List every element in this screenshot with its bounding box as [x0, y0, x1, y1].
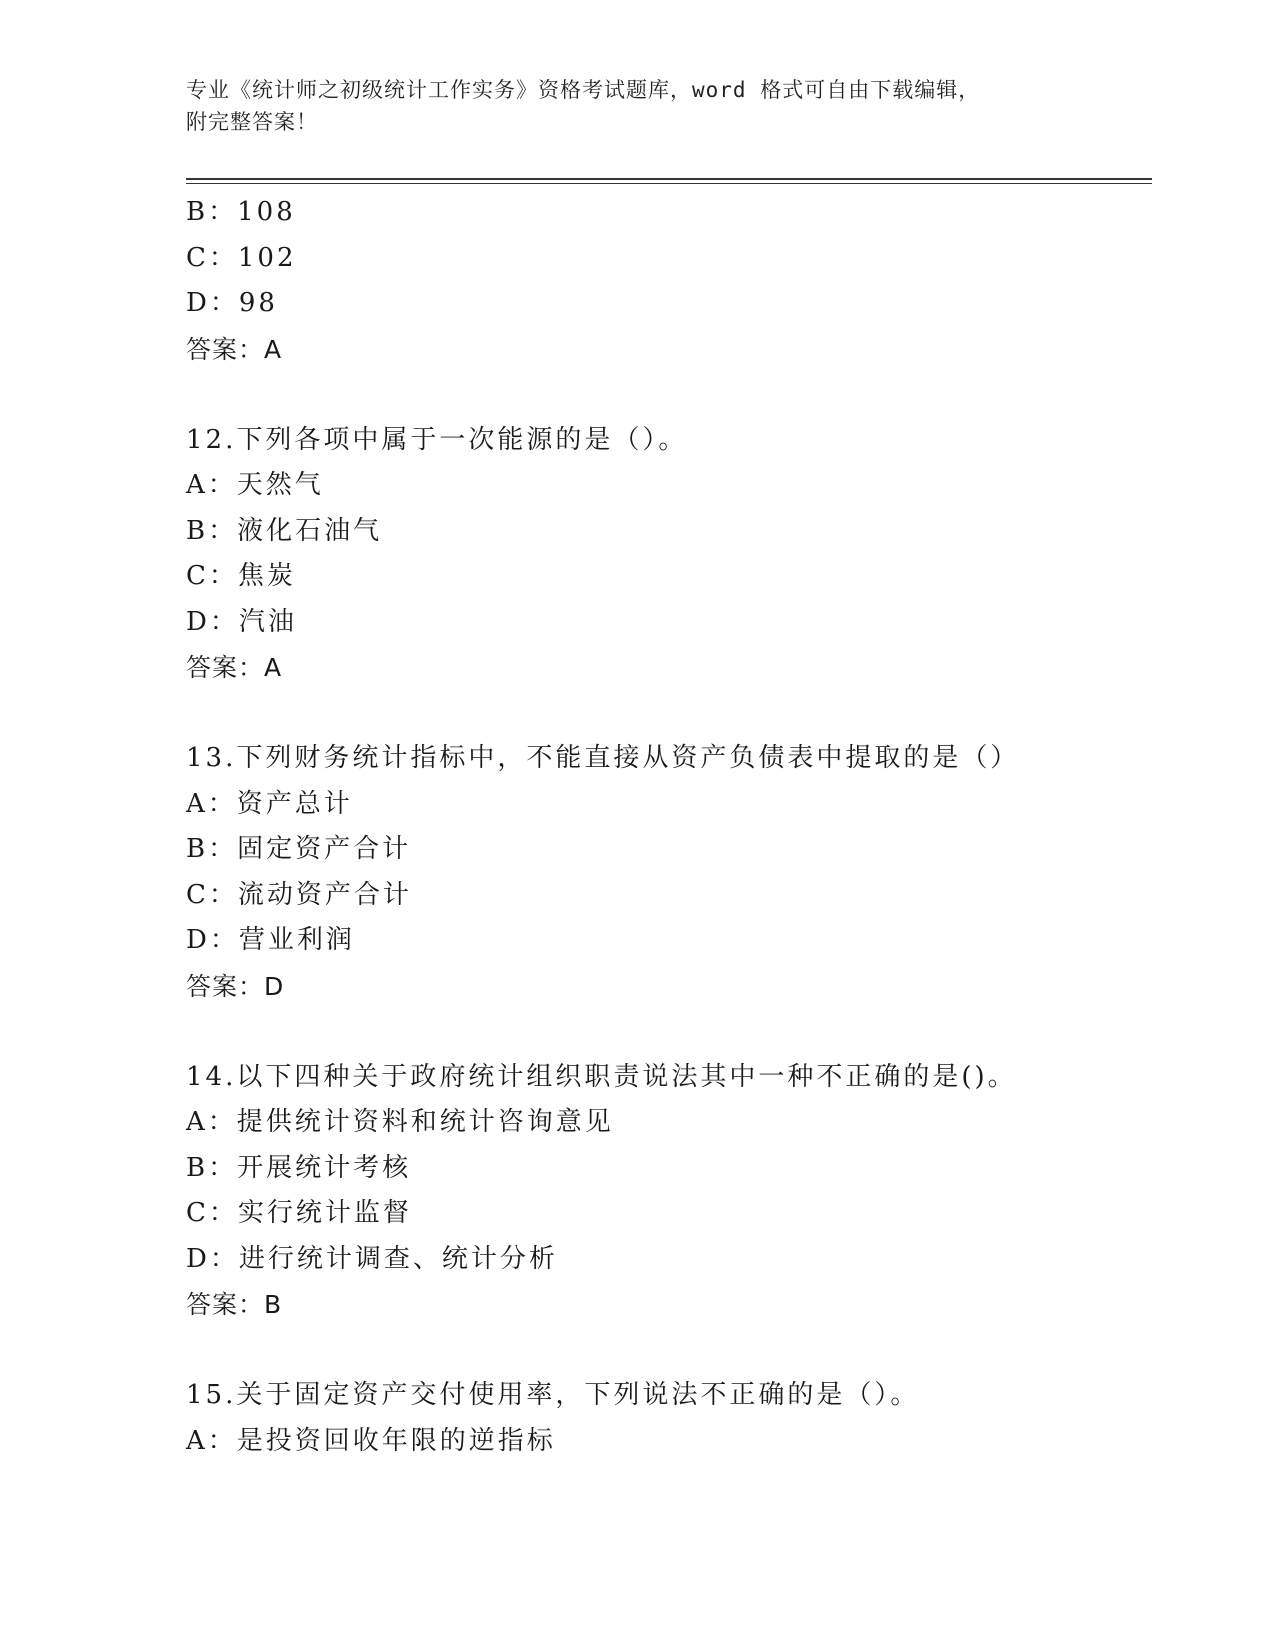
option-c: C：流动资产合计 — [186, 879, 412, 910]
option-d: D：98 — [186, 288, 278, 318]
previous-question-tail — [186, 190, 1152, 372]
option-c: C：102 — [186, 242, 297, 273]
spacer — [186, 691, 1152, 737]
header-divider-thick — [186, 178, 1152, 180]
option-d: D：营业利润 — [186, 925, 355, 955]
question-stem: 15.关于固定资产交付使用率，下列说法不正确的是（）。 — [186, 1380, 920, 1410]
option-c: C：实行统计监督 — [186, 1198, 412, 1228]
option-c: C：焦炭 — [186, 561, 296, 591]
option-b: B：固定资产合计 — [186, 834, 412, 864]
question-content — [186, 190, 1152, 1464]
header-line-2: 附完整答案！ — [186, 110, 318, 134]
option-a: A：天然气 — [186, 470, 324, 500]
option-b: B：开展统计考核 — [186, 1152, 412, 1183]
option-b: B：液化石油气 — [186, 515, 383, 546]
spacer — [186, 1328, 1152, 1374]
question-13 — [186, 736, 1152, 1009]
question-stem: 14.以下四种关于政府统计组织职责说法其中一种不正确的是()。 — [186, 1061, 1017, 1092]
answer: 答案：B — [186, 1290, 283, 1319]
question-12 — [186, 418, 1152, 691]
question-15 — [186, 1373, 1152, 1464]
header-line-1: 专业《统计师之初级统计工作实务》资格考试题库，word 格式可自由下载编辑， — [186, 78, 981, 102]
spacer — [186, 1009, 1152, 1055]
question-14 — [186, 1055, 1152, 1328]
option-a: A：提供统计资料和统计咨询意见 — [186, 1107, 614, 1137]
spacer — [186, 372, 1152, 418]
option-b: B：108 — [186, 197, 296, 227]
document-header — [186, 74, 1086, 138]
answer: 答案：A — [186, 334, 283, 364]
header-divider-thin — [186, 183, 1152, 184]
answer: 答案：D — [186, 971, 285, 1001]
option-a: A：是投资回收年限的逆指标 — [186, 1425, 556, 1456]
option-a: A：资产总计 — [186, 788, 353, 819]
answer: 答案：A — [186, 653, 283, 682]
option-d: D：进行统计调查、统计分析 — [186, 1243, 558, 1274]
question-stem: 13.下列财务统计指标中，不能直接从资产负债表中提取的是（） — [186, 743, 1020, 773]
question-stem: 12.下列各项中属于一次能源的是（）。 — [186, 424, 688, 455]
option-d: D：汽油 — [186, 606, 297, 637]
